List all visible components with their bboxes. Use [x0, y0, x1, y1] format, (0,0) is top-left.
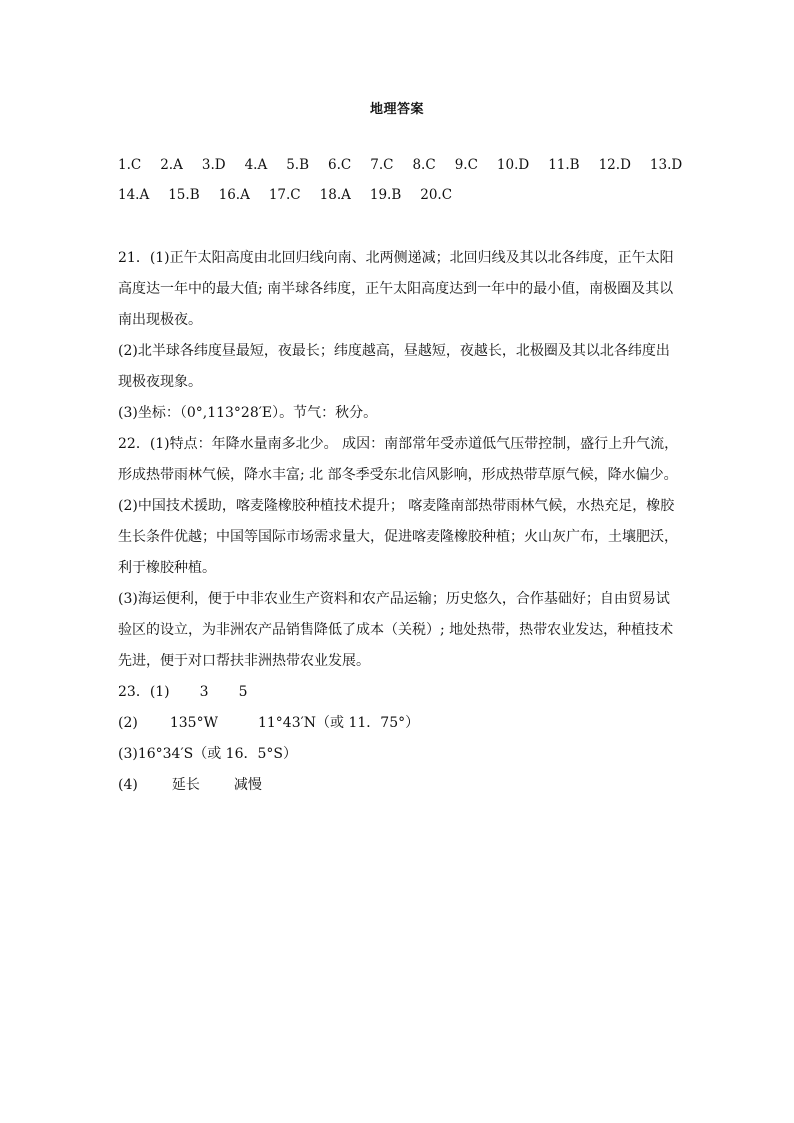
answer-line: 南出现极夜。 — [118, 312, 202, 328]
q23-line-1 — [118, 682, 688, 702]
mc-answer: 13.D — [649, 157, 683, 173]
mc-answer: 8.C — [412, 157, 436, 173]
mc-answer: 12.D — [598, 157, 631, 173]
mc-answer: 10.D — [496, 157, 530, 173]
page-title: 地理答案 — [369, 102, 424, 117]
mc-answer: 14.A — [118, 187, 150, 203]
answer-line: (3)海运便利，便于中非农业生产资料和农产品运输；历史悠久，合作基础好；自由贸易试 — [118, 591, 670, 607]
answer-line: (3)坐标：（0°,113°28′E）。节气：秋分。 — [118, 405, 378, 421]
mc-answer: 19.B — [369, 187, 402, 203]
mc-answer: 17.C — [268, 187, 301, 203]
mc-answer: 18.A — [319, 187, 351, 203]
mc-answer: 2.A — [160, 157, 183, 173]
mc-answer: 3.D — [201, 157, 226, 173]
mc-answer: 7.C — [370, 157, 394, 173]
answer-line: 21．(1)正午太阳高度由北回归线向南、北两侧递减；北回归线及其以北各纬度，正午太阳 — [118, 250, 674, 266]
mc-answer: 15.B — [168, 187, 200, 203]
answer-line: 形成热带雨林气候，降水丰富; 北 部冬季受东北信风影响，形成热带草原气候，降水偏少。 — [118, 467, 678, 483]
answer-line: 现极夜现象。 — [118, 374, 202, 390]
q23-answer: 3 — [199, 684, 209, 700]
answer-line: (2)中国技术援助，喀麦隆橡胶种植技术提升； 喀麦隆南部热带雨林气候，水热充足，橡胶 — [118, 498, 675, 514]
mc-answer: 11.B — [548, 157, 580, 173]
q23-label: 23．(1) — [118, 684, 170, 700]
q23-line-4 — [118, 775, 688, 795]
mc-answer: 6.C — [328, 157, 352, 173]
mc-answers-row-2 — [118, 187, 471, 203]
q23-label: (4) — [118, 777, 138, 793]
q23-line-3: (3)16°34′S（或 16．5°S） — [118, 746, 297, 762]
mc-answer: 4.A — [244, 157, 268, 173]
q23-answer: 11°43′N（或 11．75°） — [257, 715, 420, 731]
mc-answer: 16.A — [218, 187, 250, 203]
answer-line: (2)北半球各纬度昼最短，夜最长；纬度越高，昼越短，夜越长，北极圈及其以北各纬度出 — [118, 343, 670, 359]
answer-line: 高度达一年中的最大值; 南半球各纬度，正午太阳高度达到一年中的最小值，南极圈及其以 — [118, 281, 674, 297]
answer-line: 22．(1)特点：年降水量南多北少。 成因：南部常年受赤道低气压带控制，盛行上升气流， — [118, 436, 679, 452]
mc-answer: 20.C — [420, 187, 453, 203]
answer-line: 生长条件优越；中国等国际市场需求量大，促进喀麦隆橡胶种植；火山灰广布，土壤肥沃， — [118, 529, 678, 545]
mc-answer: 9.C — [454, 157, 478, 173]
answer-line: 先进，便于对口帮扶非洲热带农业发展。 — [118, 653, 370, 669]
answer-line: 验区的设立，为非洲农产品销售降低了成本（关税）; 地处热带，热带农业发达，种植技术 — [118, 622, 674, 638]
q23-line-2 — [118, 713, 688, 733]
q23-answer: 减慢 — [233, 777, 262, 793]
mc-answer: 1.C — [118, 157, 142, 173]
q23-answer: 延长 — [171, 777, 200, 793]
q23-label: (2) — [118, 715, 138, 731]
mc-answer: 5.B — [286, 157, 310, 173]
q23-answer: 135°W — [169, 715, 218, 731]
mc-answers-row-1 — [118, 157, 701, 173]
q23-answer: 5 — [238, 684, 248, 700]
answer-line: 利于橡胶种植。 — [118, 560, 216, 576]
